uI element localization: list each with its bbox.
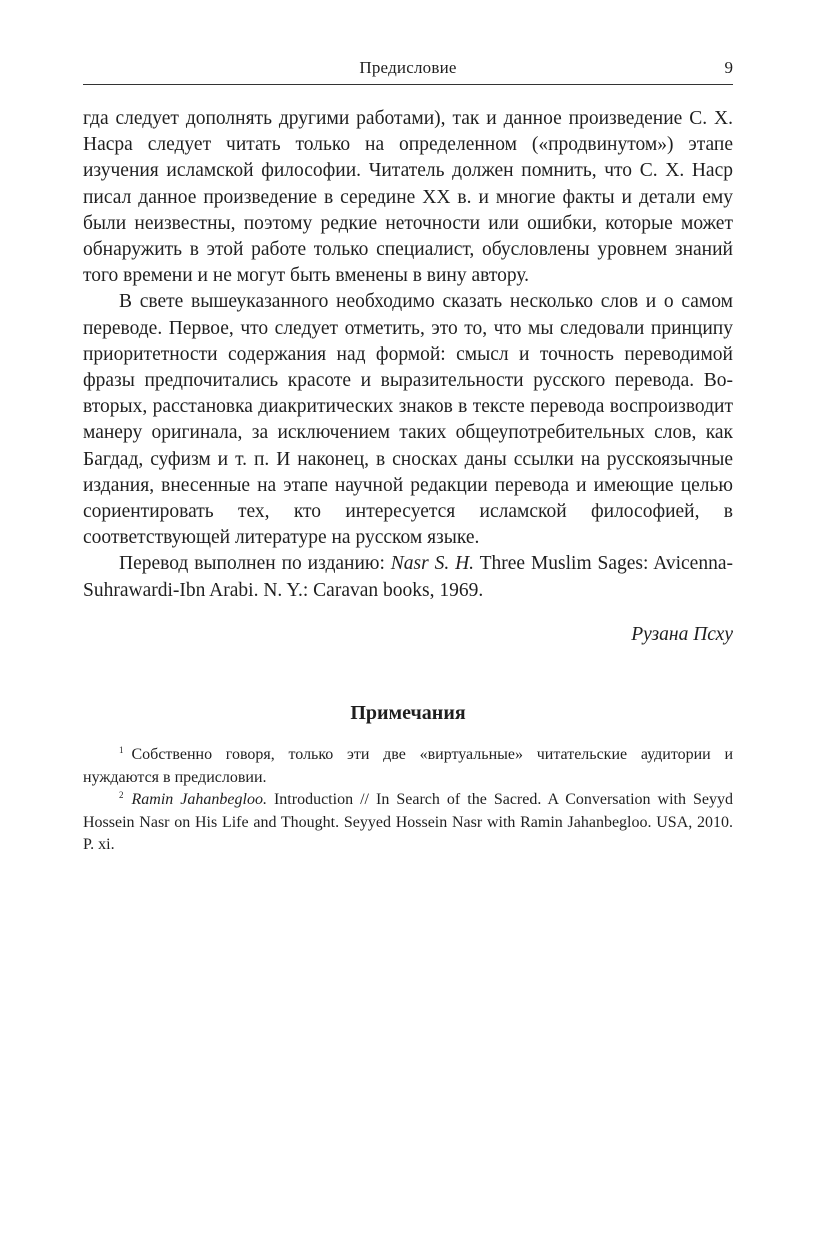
footnote-author: Ramin Jahanbegloo. <box>131 791 267 809</box>
footnotes <box>83 744 733 857</box>
page-body <box>83 106 733 857</box>
footnote <box>83 789 733 857</box>
source-title: Three Muslim Sages: Avicenna-Suhrawardi-Ibn Arabi. N. Y.: Caravan books, 1969. <box>83 553 733 601</box>
footnote-number: 2 <box>119 789 124 800</box>
footnote <box>83 744 733 789</box>
running-header <box>83 58 733 85</box>
source-author: Nasr S. H. <box>390 553 475 575</box>
translator-signature: Рузана Псху <box>631 623 733 645</box>
notes-heading: Примечания <box>350 702 466 725</box>
paragraph-translation-notes: В свете вышеуказанного необходимо сказать несколько слов и о самом переводе. Первое, что следует отметить, это то, что мы следовали принципу приоритетности содержания над формой: смысл и точность переводимой фразы предпочитались красоте и выразительности русского перевода. Во-вторых, расстановка диакритических знаков в тексте перевода воспроизводит манеру оригинала, за исключением таких общеупотребительных слов, как Багдад, суфизм и т. п. И наконец, в сносках даны ссылки на русскоязычные издания, внесенные на этапе научной редакции перевода и имеющие целью сориентировать тех, кто интересуется исламской философией, в соответствующей литературе на русском языке. <box>83 291 733 549</box>
footnote-text: Introduction // In Search of the Sacred. A Conversation with Seyyd Hossein Nasr on His Life and Thought. Seyyed Hossein Nasr with Ramin Jahanbegloo. USA, 2010. P. xi. <box>83 791 734 854</box>
page-number: 9 <box>724 58 733 77</box>
paragraph-source-edition <box>83 551 733 603</box>
footnote-text: Собственно говоря, только эти две «виртуальные» читательские аудитории и нуждаются в предисловии. <box>83 746 733 786</box>
running-title: Предисловие <box>359 58 457 77</box>
source-prefix: Перевод выполнен по изданию: <box>119 553 391 575</box>
paragraph-continuation: гда следует дополнять другими работами), так и данное произведение С. Х. Насра следует читать только на определенном («продвинутом») этапе изучения исламской философии. Читатель должен помнить, что С. Х. Наср писал данное произведение в середине XX в. и многие факты и детали ему были неизвестны, поэтому редкие неточности или ошибки, которые может обнаружить в этой работе только специалист, обусловлены уровнем знаний того времени и не могут быть вменены в вину автору. <box>83 108 733 287</box>
footnote-number: 1 <box>119 744 124 755</box>
